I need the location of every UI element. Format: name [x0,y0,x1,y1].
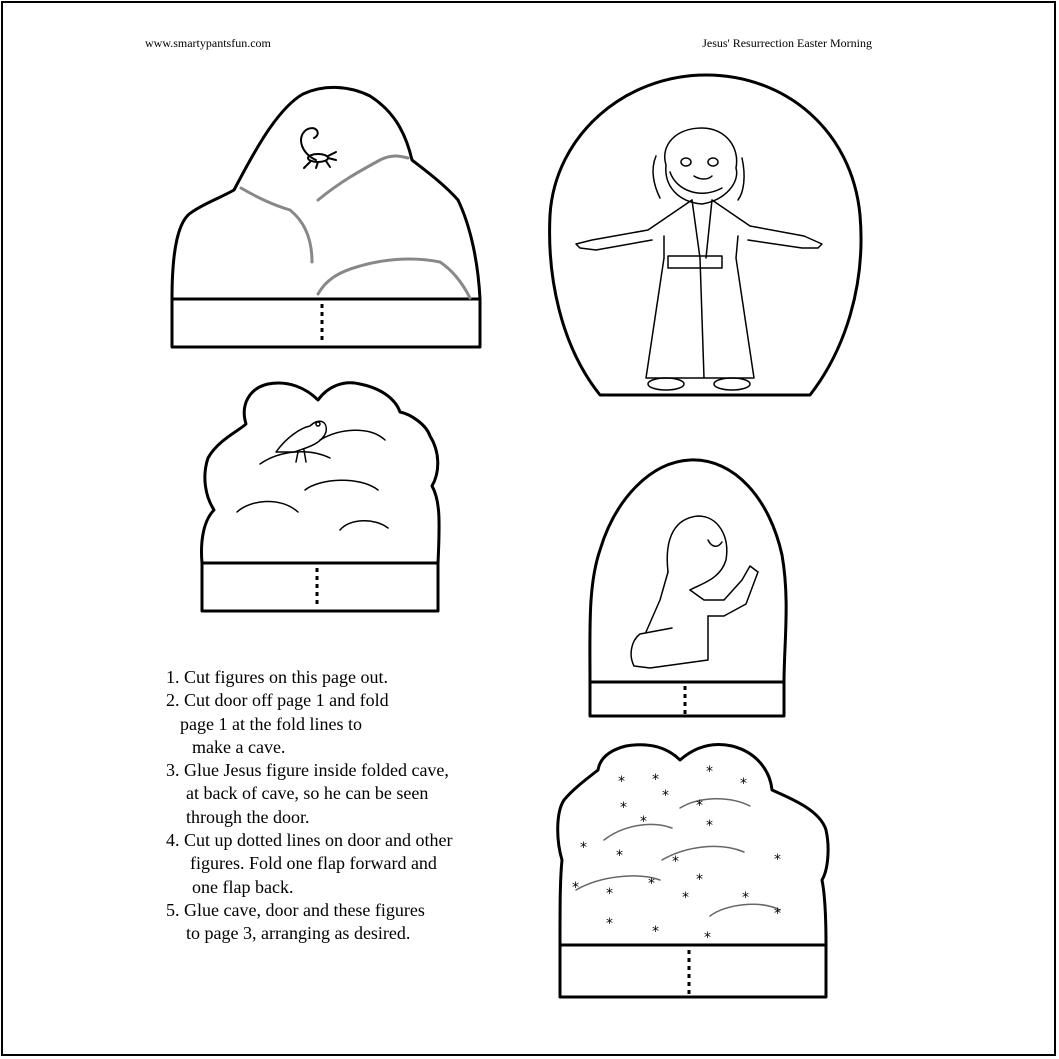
instruction-line: 4. Cut up dotted lines on door and other [166,830,453,851]
instruction-line: through the door. [186,806,310,827]
rock-with-scorpion [172,87,480,347]
instruction-line: make a cave. [192,736,286,757]
instruction-line: at back of cave, so he can be seen [186,783,429,804]
instruction-step [166,689,526,759]
instructions-list [166,666,526,946]
instruction-line: 5. Glue cave, door and these figures [166,899,425,920]
svg-text:*: * [696,872,703,888]
svg-text:*: * [774,906,781,922]
svg-text:*: * [696,798,703,814]
svg-text:*: * [774,852,781,868]
svg-text:*: * [616,848,623,864]
instruction-line: figures. Fold one flap forward and [190,853,437,874]
bush-with-bird [202,383,440,611]
instruction-line: to page 3, arranging as desired. [186,923,411,944]
svg-text:*: * [704,930,711,946]
instruction-line: one flap back. [192,876,294,897]
instruction-line: 3. Glue Jesus figure inside folded cave, [166,760,449,781]
instruction-step [166,666,526,689]
svg-text:*: * [572,880,579,896]
svg-text:*: * [580,840,587,856]
instruction-line: 2. Cut door off page 1 and fold [166,690,389,711]
svg-text:*: * [652,924,659,940]
page-title: Jesus' Resurrection Easter Morning [702,36,872,50]
svg-text:*: * [672,854,679,870]
svg-text:*: * [662,788,669,804]
svg-text:*: * [706,818,713,834]
svg-text:*: * [606,886,613,902]
svg-text:*: * [606,916,613,932]
instruction-step [166,829,526,899]
kneeling-woman [590,460,786,716]
site-url: www.smartypantsfun.com [145,36,271,50]
instruction-step [166,759,526,829]
svg-text:*: * [620,800,627,816]
jesus-figure [550,75,861,395]
instruction-line: page 1 at the fold lines to [180,713,362,734]
flower-bush [558,745,828,997]
bird-icon [276,421,326,462]
svg-text:*: * [740,776,747,792]
svg-text:*: * [618,774,625,790]
svg-text:*: * [640,814,647,830]
scorpion-icon [301,128,336,168]
svg-text:*: * [706,764,713,780]
svg-text:*: * [682,890,689,906]
svg-text:*: * [648,876,655,892]
instruction-step [166,899,526,946]
flower-icon [572,764,781,946]
instruction-line: 1. Cut figures on this page out. [166,667,388,687]
svg-text:*: * [652,772,659,788]
svg-text:*: * [742,890,749,906]
